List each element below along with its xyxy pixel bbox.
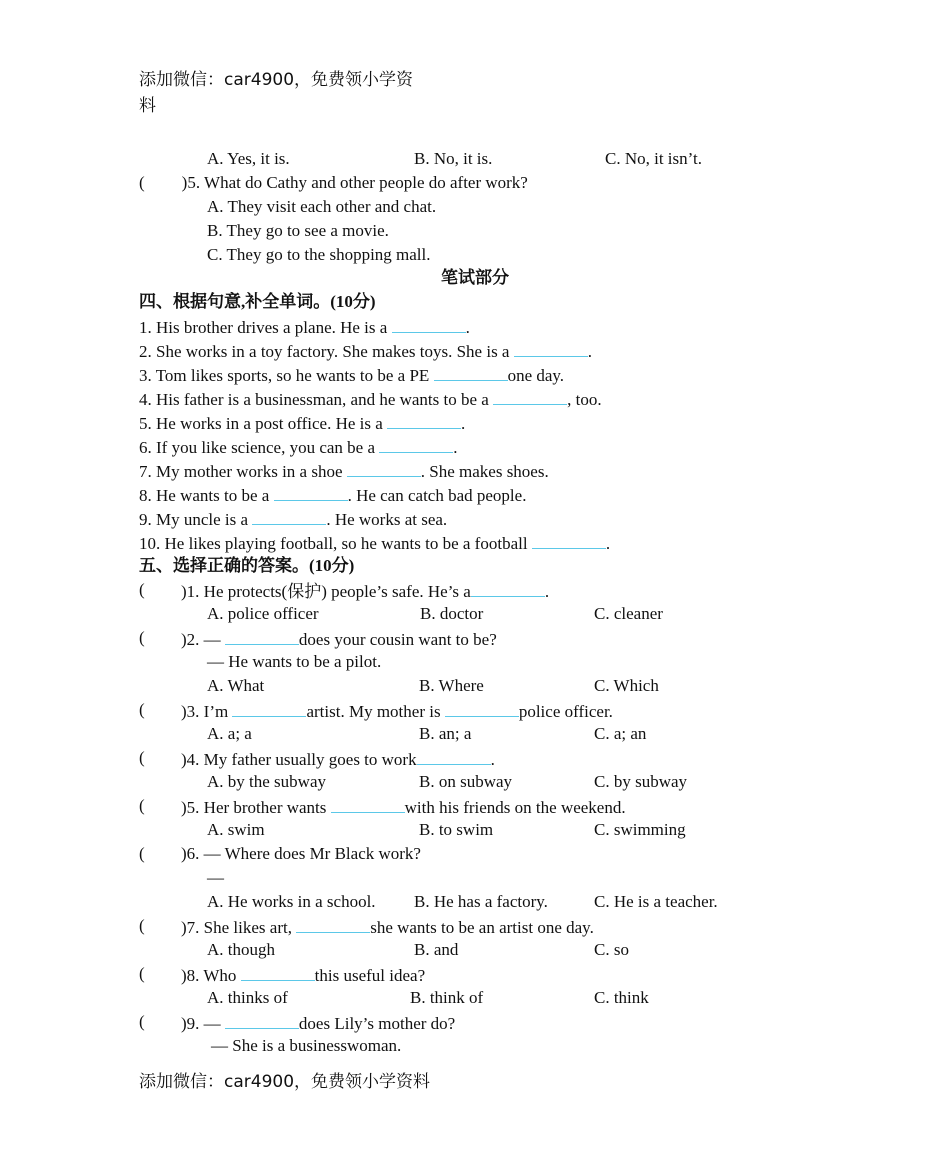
s5-q6-option-a: A. He works in a school. (207, 892, 376, 911)
prev-q-option-c: C. No, it isn’t. (605, 149, 702, 168)
s5-q2-option-c: C. Which (594, 676, 659, 695)
s5-q8-option-c: C. think (594, 988, 649, 1007)
s5-q8-option-b: B. think of (410, 988, 484, 1007)
answer-paren[interactable]: ( (139, 796, 145, 815)
prev-q5-stem: )5. What do Cathy and other people do after work? (181, 173, 528, 192)
prev-q5-option-c: C. They go to the shopping mall. (207, 245, 431, 264)
s5-q4-stem: )4. My father usually goes to work . (181, 750, 495, 769)
s4-item-10: 10. He likes playing football, so he wants to be a football . (139, 534, 611, 553)
answer-paren[interactable]: ( (139, 748, 145, 767)
s5-q5-option-a: A. swim (207, 820, 265, 839)
s5-q7-stem: )7. She likes art, she wants to be an artist one day. (181, 918, 594, 937)
answer-paren[interactable]: ( (139, 916, 145, 935)
answer-blank[interactable] (387, 412, 461, 429)
section4-heading: 四、根据句意,补全单词。(10分) (139, 292, 376, 311)
s4-item-6: 6. If you like science, you can be a . (139, 438, 458, 457)
answer-blank[interactable] (296, 916, 370, 933)
answer-blank[interactable] (331, 796, 405, 813)
prev-q5-option-b: B. They go to see a movie. (207, 221, 389, 240)
header-note-line1: 添加微信：car4900，免费领小学资 (139, 70, 414, 90)
s5-q1-option-b: B. doctor (420, 604, 484, 623)
s4-item-5: 5. He works in a post office. He is a . (139, 414, 466, 433)
footer-note: 添加微信：car4900，免费领小学资料 (139, 1072, 431, 1092)
answer-paren[interactable]: ( (139, 844, 145, 863)
s5-q7-option-a: A. though (207, 940, 275, 959)
s5-q4-option-a: A. by the subway (207, 772, 326, 791)
answer-blank[interactable] (241, 964, 315, 981)
answer-blank[interactable] (274, 484, 348, 501)
answer-paren[interactable]: ( (139, 580, 145, 599)
s4-item-3: 3. Tom likes sports, so he wants to be a PE one day. (139, 366, 565, 385)
s4-item-8: 8. He wants to be a . He can catch bad people. (139, 486, 527, 505)
answer-blank[interactable] (225, 628, 299, 645)
s5-q7-option-b: B. and (414, 940, 459, 959)
prev-q-option-a: A. Yes, it is. (207, 149, 290, 168)
answer-blank[interactable] (379, 436, 453, 453)
answer-blank[interactable] (417, 748, 491, 765)
answer-blank[interactable] (232, 700, 306, 717)
s4-item-2: 2. She works in a toy factory. She makes toys. She is a . (139, 342, 592, 361)
answer-blank[interactable] (532, 532, 606, 549)
s5-q8-option-a: A. thinks of (207, 988, 288, 1007)
s4-item-7: 7. My mother works in a shoe . She makes shoes. (139, 462, 549, 481)
s5-q5-stem: )5. Her brother wants with his friends on the weekend. (181, 798, 626, 817)
answer-blank[interactable] (347, 460, 421, 477)
s5-q2-stem: )2. — does your cousin want to be? (181, 630, 497, 649)
answer-blank[interactable] (514, 340, 588, 357)
answer-blank[interactable] (445, 700, 519, 717)
s5-q7-option-c: C. so (594, 940, 629, 959)
section5-heading: 五、选择正确的答案。(10分) (139, 556, 355, 575)
s5-q1-stem: )1. He protects(保护) people’s safe. He’s a . (181, 582, 550, 601)
s5-q3-option-b: B. an; a (419, 724, 472, 743)
prev-q5-option-a: A. They visit each other and chat. (207, 197, 437, 216)
s5-q9-answer-line: — She is a businesswoman. (211, 1036, 402, 1055)
s4-item-9: 9. My uncle is a . He works at sea. (139, 510, 448, 529)
s5-q2-option-a: A. What (207, 676, 265, 695)
answer-blank[interactable] (471, 580, 545, 597)
s5-q5-option-b: B. to swim (419, 820, 494, 839)
written-section-title: 笔试部分 (441, 268, 509, 287)
prev-q-option-b: B. No, it is. (414, 149, 493, 168)
s5-q3-option-c: C. a; an (594, 724, 647, 743)
answer-blank[interactable] (392, 316, 466, 333)
s5-q2-option-b: B. Where (419, 676, 484, 695)
s5-q3-stem: )3. I’m artist. My mother is police officer. (181, 702, 613, 721)
answer-paren: ( (139, 173, 145, 192)
answer-blank[interactable] (252, 508, 326, 525)
answer-paren[interactable]: ( (139, 628, 145, 647)
s5-q5-option-c: C. swimming (594, 820, 686, 839)
s5-q1-option-a: A. police officer (207, 604, 319, 623)
s5-q6-dash-line: — (207, 868, 224, 887)
s5-q6-stem: )6. — Where does Mr Black work? (181, 844, 421, 863)
answer-blank[interactable] (493, 388, 567, 405)
prev-q5-row (139, 173, 528, 193)
s4-item-1: 1. His brother drives a plane. He is a . (139, 318, 470, 337)
answer-blank[interactable] (225, 1012, 299, 1029)
s5-q4-option-b: B. on subway (419, 772, 513, 791)
header-note-line2: 料 (139, 96, 156, 116)
s5-q6-option-c: C. He is a teacher. (594, 892, 718, 911)
s5-q2-answer-line: — He wants to be a pilot. (207, 652, 382, 671)
s5-q6-option-b: B. He has a factory. (414, 892, 548, 911)
answer-paren[interactable]: ( (139, 964, 145, 983)
s5-q3-option-a: A. a; a (207, 724, 252, 743)
answer-paren[interactable]: ( (139, 700, 145, 719)
s4-item-4: 4. His father is a businessman, and he wants to be a , too. (139, 390, 602, 409)
s5-q4-option-c: C. by subway (594, 772, 688, 791)
answer-blank[interactable] (434, 364, 508, 381)
s5-q1-option-c: C. cleaner (594, 604, 663, 623)
s5-q8-stem: )8. Who this useful idea? (181, 966, 426, 985)
answer-paren[interactable]: ( (139, 1012, 145, 1031)
s5-q9-stem: )9. — does Lily’s mother do? (181, 1014, 456, 1033)
